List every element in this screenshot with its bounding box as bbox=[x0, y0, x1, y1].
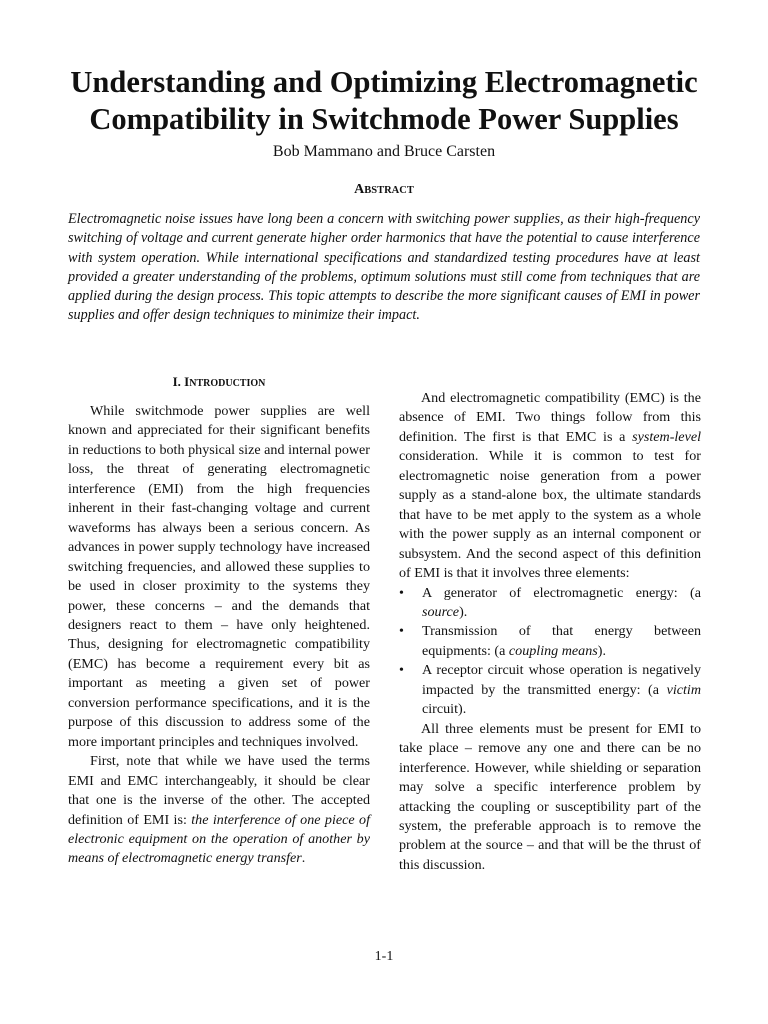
right-column bbox=[399, 389, 701, 875]
emi-definition: the interference of one piece of electronic equipment on the operation of another by means of electromagnetic energy transfer bbox=[68, 811, 370, 867]
list-item bbox=[399, 661, 701, 719]
introduction-heading bbox=[68, 372, 370, 394]
abstract-text: Electromagnetic noise issues have long been a concern with switching power supplies, as their high-frequency switching of voltage and current generate higher order harmonics that have the potential to cause interference with system operation. While international specifications and standardized testing procedures have at least provided a greater understanding of the problems, optimum solutions must still come from techniques that are applied during the design process. This topic attempts to describe the more significant causes of EMI in power supplies and offer design techniques to minimize their impact. bbox=[68, 211, 700, 324]
intro-paragraph-1: While switchmode power supplies are well known and appreciated for their significant benefits in reductions to both physical size and internal power loss, the threat of generating electromagnetic interference (EMI) from the high frequencies inherent in their fast-changing voltage and current waveforms has always been a serious concern. As advances in power supply technology have increased switching frequencies, and allowed these supplies to be used in closer proximity to the systems they power, these concerns – and the demands that designers react to them – have only heightened. Thus, designing for electromagnetic compatibility (EMC) has become a requirement every bit as important as meeting a given set of power conversion performance specifications, and it is the purpose of this discussion to address some of the more important principles and techniques involved. bbox=[68, 403, 370, 750]
left-column bbox=[68, 372, 370, 869]
introduction-heading-rest: NTRODUCTION bbox=[189, 378, 266, 389]
bullet-icon: • bbox=[399, 624, 404, 640]
author-names: Bob Mammano and Bruce Carsten bbox=[272, 143, 496, 160]
bullet-icon: • bbox=[399, 585, 404, 601]
list-item-end: ). bbox=[459, 603, 468, 620]
abstract-heading bbox=[0, 180, 768, 201]
paper-title-line-1: Understanding and Optimizing Electromagnetic bbox=[70, 65, 698, 99]
page-number: 1-1 bbox=[374, 949, 394, 964]
list-item-term: victim bbox=[666, 681, 701, 698]
list-item-term: coupling means bbox=[508, 642, 598, 659]
intro-paragraph-2 bbox=[68, 752, 370, 869]
list-item-text: Transmission of that energy between equipments: (a bbox=[422, 623, 701, 659]
list-item-text: A generator of electromagnetic energy: (a bbox=[422, 584, 701, 601]
abstract-heading-rest: BSTRACT bbox=[364, 185, 414, 196]
bullet-icon: • bbox=[399, 663, 404, 679]
abstract-heading-initial: A bbox=[354, 182, 365, 197]
list-item-term: source bbox=[422, 603, 460, 620]
three-elements-paragraph: All three elements must be present for EMI to take place – remove any one and there can be no interference. However, while shielding or separation may solve a specific interference problem by attacking the coupling or susceptibility part of the system, the preferable approach is to remove the problem at the source – and that will be the thrust of this discussion. bbox=[399, 720, 701, 873]
intro-paragraph-2-end: . bbox=[301, 850, 306, 867]
paper-title bbox=[40, 64, 728, 138]
list-item-end: ). bbox=[597, 642, 606, 659]
list-item bbox=[399, 622, 701, 661]
system-level-term: system-level bbox=[632, 428, 701, 445]
emi-elements-list bbox=[399, 584, 701, 720]
intro-paragraph-2-text: First, note that while we have used the terms EMI and EMC interchangeably, it should be clear that one is the inverse of the other. The accepted definition of EMI is: bbox=[68, 753, 370, 828]
introduction-heading-number: I. I bbox=[172, 374, 190, 389]
list-item-end: circuit). bbox=[422, 701, 467, 718]
list-item-text: A receptor circuit whose operation is negatively impacted by the transmitted energy: (a bbox=[422, 662, 701, 698]
list-item bbox=[399, 584, 701, 623]
paper-title-line-2: Compatibility in Switchmode Power Supplies bbox=[89, 102, 679, 136]
emc-paragraph bbox=[399, 389, 701, 584]
emc-paragraph-text: And electromagnetic compatibility (EMC) is the absence of EMI. Two things follow from this definition. The first is that EMC is a bbox=[399, 390, 701, 445]
emc-paragraph-end: consideration. While it is common to test for electromagnetic noise generation from a power supply as a stand-alone box, the ultimate standards that have to be met apply to the system as a whole with the power supply as an internal component or subsystem. And the second aspect of this definition of EMI is that it involves three elements: bbox=[399, 448, 701, 582]
